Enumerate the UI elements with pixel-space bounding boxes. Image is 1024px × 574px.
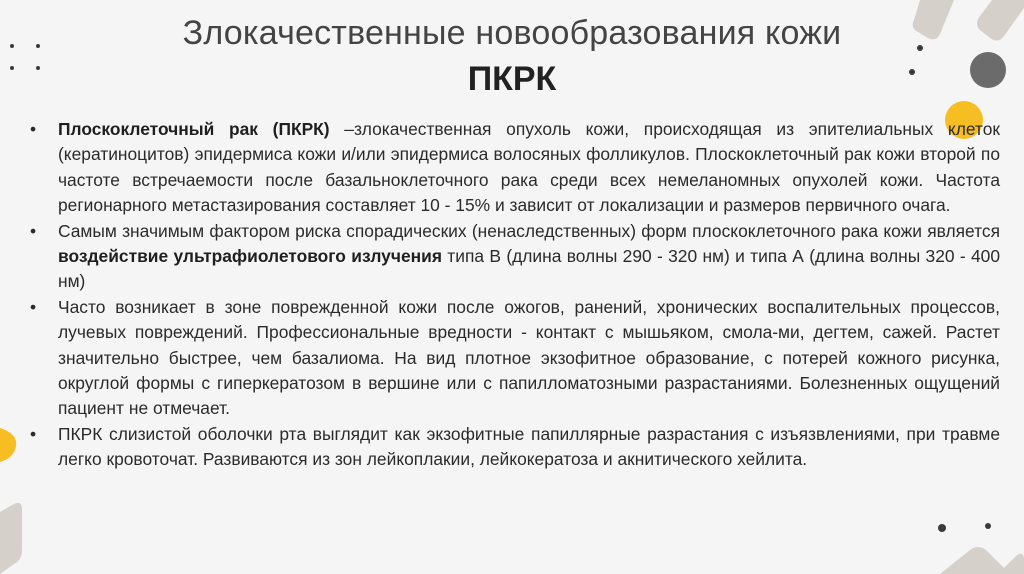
bullet-text: Часто возникает в зоне поврежденной кожи после ожогов, ранений, хронических воспалительных процессов, лучевых повреждений. Профессиональные вредности - контакт с мышьяком, смола-ми, дегтем, сажей. Растет значительно быстрее, чем базалиома. На вид плотное экзофитное образование, с потерей кожного рисунка, округлой формы с гиперкератозом в вершине или с папилломатозными разрастаниями. Болезненных ощущений пациент не отмечает.: [58, 296, 1000, 419]
bullet-bold-lead: Плоскоклеточный рак (ПКРК): [58, 119, 330, 139]
bullet-text: Самым значимым фактором риска спорадических (ненаследственных) форм плоскоклеточного рака кожи является: [58, 220, 1000, 241]
bullet-item: [30, 117, 1000, 219]
bullet-icon: •: [30, 220, 37, 241]
bullet-text: –злокачественная опухоль кожи, происходящая из эпителиальных клеток (кератиноцитов) эпидермиса кожи и/или эпидермиса волосяных фолликулов. Плоскоклеточный рак кожи второй по частоте встречаемости после базальноклеточного рака среди всех немеланомных опухолей кожи. Частота регионарного метастазирования составляет 10 - 15% и зависит от локализации и размеров первичного очага.: [58, 119, 1000, 216]
bullet-icon: •: [30, 296, 37, 317]
bullet-bold-text: воздействие ультрафиолетового излучения: [58, 246, 442, 267]
bullet-text: типа В (длина волны 290 - 320 нм) и типа А (длина волны 320 - 400 нм): [58, 246, 1000, 292]
bullet-item: [30, 422, 1000, 473]
bullet-icon: •: [30, 423, 37, 444]
slide-subtitle: ПКРК: [467, 60, 557, 98]
slide-title: Злокачественные новообразования кожи: [182, 14, 842, 52]
bullet-item: [30, 295, 1000, 422]
bottom-right-decoration: [900, 500, 1024, 574]
bullet-icon: •: [30, 119, 37, 139]
bullet-item: [30, 219, 1000, 295]
slide-content: [30, 117, 1000, 473]
bullet-text: ПКРК слизистой оболочки рта выглядит как экзофитные папиллярные разрастания с изъязвлениями, при травме легко кровоточат. Развиваются из зон лейкоплакии, лейкокератоза и акнитического хейлита.: [58, 423, 1000, 470]
left-edge-decoration: [0, 400, 30, 574]
